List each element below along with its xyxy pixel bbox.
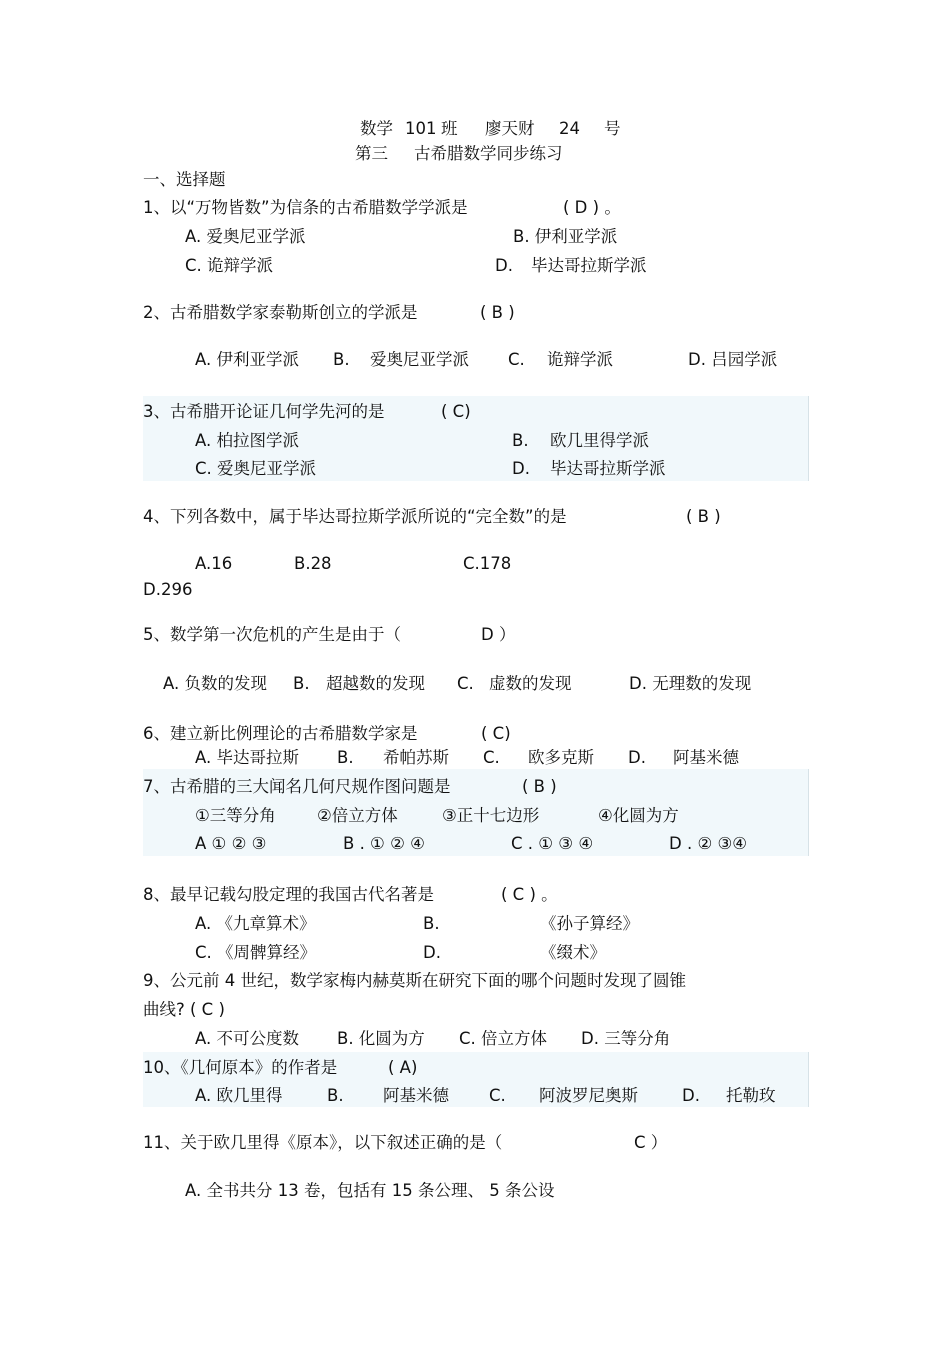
option-a: A. 伊利亚学派 xyxy=(195,350,299,369)
option-d-label: D. xyxy=(628,748,646,767)
question-answer: C ） xyxy=(634,1133,668,1152)
option-b: B . ① ② ④ xyxy=(343,834,425,853)
option-d-text: 阿基米德 xyxy=(673,748,739,767)
question-answer: D ） xyxy=(481,625,516,644)
header-class-label: 班 xyxy=(441,119,458,138)
option-d-label: D. xyxy=(682,1086,700,1105)
item-1: ①三等分角 xyxy=(195,806,276,825)
option-c-label: C. xyxy=(508,350,525,369)
question-stem: 5、数学第一次危机的产生是由于（ xyxy=(143,625,401,644)
option-d-text: 《缀术》 xyxy=(540,943,606,962)
option-d-label: D. xyxy=(423,943,441,962)
option-a: A. 毕达哥拉斯 xyxy=(195,748,299,767)
item-2: ②倍立方体 xyxy=(317,806,398,825)
option-b-label: B. xyxy=(333,350,350,369)
chapter-title: 古希腊数学同步练习 xyxy=(414,144,563,163)
option-c: C. 爱奥尼亚学派 xyxy=(195,459,317,478)
header-subject: 数学 xyxy=(360,119,393,138)
option-d-label: D. xyxy=(512,459,530,478)
option-b: B. 伊利亚学派 xyxy=(513,227,618,246)
option-d: D. 无理数的发现 xyxy=(629,674,752,693)
question-stem-line-1: 9、公元前 4 世纪，数学家梅内赫莫斯在研究下面的哪个问题时发现了圆锥 xyxy=(143,971,686,990)
option-b-label: B. xyxy=(337,748,354,767)
option-a: A. 全书共分 13 卷，包括有 15 条公理、 5 条公设 xyxy=(185,1181,555,1200)
option-b-text: 欧几里得学派 xyxy=(550,431,649,450)
option-c-text: 欧多克斯 xyxy=(528,748,594,767)
option-c-label: C. xyxy=(483,748,500,767)
option-c-text: 虚数的发现 xyxy=(489,674,572,693)
header-class-number: 101 xyxy=(405,119,437,138)
item-3: ③正十七边形 xyxy=(442,806,540,825)
option-b-label: B. xyxy=(293,674,310,693)
option-b-label: B. xyxy=(327,1086,344,1105)
section-title: 一、选择题 xyxy=(143,170,226,189)
option-c: C . ① ③ ④ xyxy=(511,834,594,853)
question-stem: 10、《几何原本》的作者是 xyxy=(143,1058,338,1077)
option-d-label: D. xyxy=(495,256,513,275)
question-answer: ( C) xyxy=(441,402,471,421)
question-stem: 1、以“万物皆数”为信条的古希腊数学学派是 xyxy=(143,198,468,217)
question-stem: 7、古希腊的三大闻名几何尺规作图问题是 xyxy=(143,777,451,796)
question-answer: ( B ) xyxy=(686,507,721,526)
option-a: A. 爱奥尼亚学派 xyxy=(185,227,306,246)
option-d: D. 三等分角 xyxy=(581,1029,671,1048)
option-c-text: 阿波罗尼奥斯 xyxy=(539,1086,638,1105)
item-4: ④化圆为方 xyxy=(598,806,679,825)
option-c-label: C. xyxy=(457,674,474,693)
option-b-text: 阿基米德 xyxy=(383,1086,449,1105)
option-d: D . ② ③④ xyxy=(669,834,748,853)
question-stem: 11、关于欧几里得《原本》，以下叙述正确的是（ xyxy=(143,1133,503,1152)
question-answer: ( C) xyxy=(481,724,511,743)
option-a: A.16 xyxy=(195,554,233,573)
option-c: C. 倍立方体 xyxy=(459,1029,548,1048)
option-d-text: 毕达哥拉斯学派 xyxy=(531,256,647,275)
option-c: C. 《周髀算经》 xyxy=(195,943,317,962)
option-c: C. 诡辩学派 xyxy=(185,256,274,275)
option-b: B. 化圆为方 xyxy=(337,1029,425,1048)
option-d-text: 毕达哥拉斯学派 xyxy=(550,459,666,478)
question-stem: 6、建立新比例理论的古希腊数学家是 xyxy=(143,724,418,743)
option-c-label: C. xyxy=(489,1086,506,1105)
header-number-label: 号 xyxy=(604,119,621,138)
option-b-label: B. xyxy=(423,914,440,933)
chapter-label: 第三 xyxy=(355,144,388,163)
option-a: A. 《九章算术》 xyxy=(195,914,316,933)
option-a: A ① ② ③ xyxy=(195,834,267,853)
question-stem-line-2: 曲线? ( C ) xyxy=(143,1000,225,1019)
question-answer: ( D ) 。 xyxy=(563,198,621,217)
question-stem: 4、下列各数中，属于毕达哥拉斯学派所说的“完全数”的是 xyxy=(143,507,567,526)
option-a: A. 负数的发现 xyxy=(163,674,267,693)
option-b-text: 希帕苏斯 xyxy=(383,748,449,767)
question-stem: 3、古希腊开论证几何学先河的是 xyxy=(143,402,385,421)
question-stem: 8、最早记载勾股定理的我国古代名著是 xyxy=(143,885,434,904)
question-answer: ( A) xyxy=(388,1058,418,1077)
question-stem: 2、古希腊数学家泰勒斯创立的学派是 xyxy=(143,303,418,322)
option-d-text: 托勒玫 xyxy=(726,1086,776,1105)
option-a: A. 欧几里得 xyxy=(195,1086,283,1105)
question-answer: ( B ) xyxy=(480,303,515,322)
option-c: C.178 xyxy=(463,554,512,573)
option-a: A. 柏拉图学派 xyxy=(195,431,299,450)
option-b-text: 超越数的发现 xyxy=(326,674,425,693)
header-student-number: 24 xyxy=(559,119,580,138)
option-c-text: 诡辩学派 xyxy=(547,350,613,369)
option-b-text: 爱奥尼亚学派 xyxy=(370,350,469,369)
option-b-label: B. xyxy=(512,431,529,450)
question-answer: ( C ) 。 xyxy=(501,885,558,904)
option-d: D. 吕园学派 xyxy=(688,350,778,369)
question-answer: ( B ) xyxy=(522,777,557,796)
option-b: B.28 xyxy=(294,554,332,573)
option-d: D.296 xyxy=(143,580,193,599)
header-student-name: 廖天财 xyxy=(485,119,535,138)
option-b-text: 《孙子算经》 xyxy=(540,914,639,933)
option-a: A. 不可公度数 xyxy=(195,1029,299,1048)
